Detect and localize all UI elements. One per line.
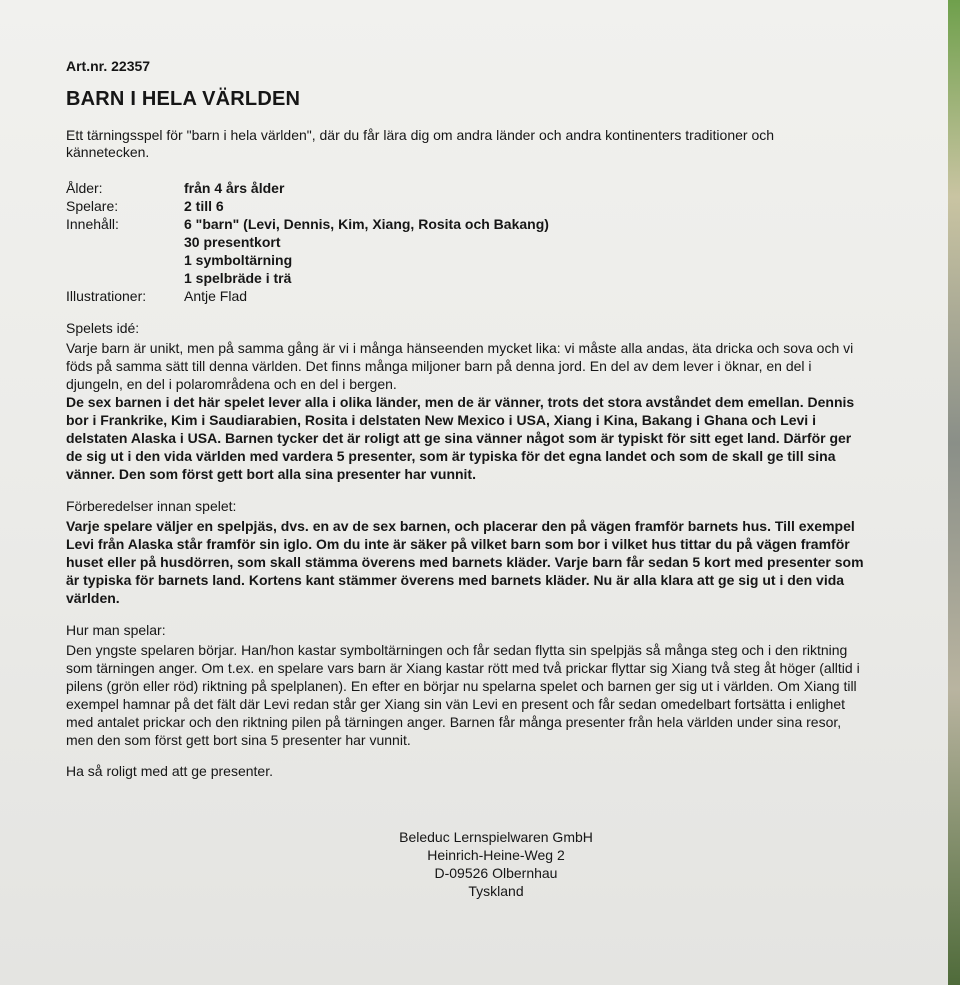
fact-age-label: Ålder:	[66, 180, 103, 196]
section-paragraph: Varje spelare väljer en spelpjäs, dvs. en av de sex barnen, och placerar den på vägen framför barnets hus. Till exempel Levi från Alaska står framför sin iglo. Om du inte är säker på vilket barn som bor i vilket hus tittar du på vägen framför huset eller på husdörren, som skall stämma överens med barnets kläder. Varje barn får sedan 5 kort med presenter som är typiska för barnets land. Kortens kant stämmer överens med barnets kläder. Nu är alla klara att ge sig ut i den vida världen.	[66, 518, 864, 606]
facts-block	[66, 179, 866, 305]
section-paragraph: Den yngste spelaren börjar. Han/hon kastar symboltärningen och får sedan flytta sin spelpjäs så många steg och i den riktning som tärningen anger. Om t.ex. en spelare vars barn är Xiang kastar rött med två prickar flyttar sig Xiang två steg åt höger (alltid i pilens (grön eller röd) riktning på spelplanen). En efter en börjar nu spelarna spelet och barnen ger sig ut i världen. Om Xiang till exempel hamnar på det fält där Levi redan står ger Xiang sin vän Levi en present och får sedan omedelbart fortsätta i enlighet med antalet prickar och den riktning pilen på tärningen anger. Barnen får många presenter från hela världen under sina resor, men den som först gett bort sina 5 presenter har vunnit.	[66, 642, 860, 748]
section-preparation	[66, 497, 866, 607]
address-line: Heinrich-Heine-Weg 2	[427, 847, 565, 863]
contents-line: 6 "barn" (Levi, Dennis, Kim, Xiang, Rosita och Bakang)	[184, 216, 549, 232]
section-heading: Förberedelser innan spelet:	[66, 498, 237, 514]
fact-contents-values	[184, 215, 549, 287]
fact-age-value: från 4 års ålder	[184, 180, 285, 196]
article-number: Art.nr. 22357	[66, 58, 151, 74]
section-game-idea	[66, 319, 866, 483]
address-block	[366, 828, 626, 900]
fact-age	[66, 179, 866, 197]
fact-players-value: 2 till 6	[184, 198, 224, 214]
section-how-to-play	[66, 621, 866, 749]
address-line: D-09526 Olbernhau	[434, 865, 558, 881]
contents-line: 1 symboltärning	[184, 252, 293, 268]
section-heading: Spelets idé:	[66, 320, 140, 336]
address-line: Tyskland	[468, 883, 524, 899]
intro-paragraph: Ett tärningsspel för "barn i hela världen", där du får lära dig om andra länder och andra kontinenters traditioner och kännetecken.	[66, 127, 775, 160]
section-paragraph: Varje barn är unikt, men på samma gång är vi i många hänseenden mycket lika: vi måste alla andas, äta dricka och sova och vi föds på samma sätt till denna världen. Det finns många miljoner barn på denna jord. En del av dem lever i öknar, en del i djungeln, en del i polarområdena och en del i bergen.	[66, 340, 854, 392]
address-line: Beleduc Lernspielwaren GmbH	[399, 829, 593, 845]
fact-players	[66, 197, 866, 215]
fact-illustrations-label: Illustrationer:	[66, 288, 147, 304]
contents-line: 30 presentkort	[184, 234, 281, 250]
fact-contents	[66, 215, 866, 287]
contents-line: 1 spelbräde i trä	[184, 270, 292, 286]
closing-line: Ha så roligt med att ge presenter.	[66, 763, 273, 779]
background-edge	[948, 0, 960, 985]
document-title: BARN I HELA VÄRLDEN	[66, 88, 301, 110]
fact-illustrations	[66, 287, 866, 305]
document-content	[66, 58, 866, 899]
section-paragraph: De sex barnen i det här spelet lever alla i olika länder, men de är vänner, trots det stora avståndet dem emellan. Dennis bor i Frankrike, Kim i Saudiarabien, Rosita i delstaten New Mexico i USA, Xiang i Kina, Bakang i Ghana och Levi i delstaten Alaska i USA. Barnen tycker det är roligt att ge sina vänner något som är typiskt för sitt eget land. Därför ger de sig ut i den vida världen med vardera 5 presenter, som är typiska för det egna landet och som de skall ge till sina vänner. Den som först gett bort alla sina presenter har vunnit.	[66, 394, 855, 482]
section-heading: Hur man spelar:	[66, 622, 166, 638]
fact-contents-label: Innehåll:	[66, 216, 119, 232]
fact-illustrations-value: Antje Flad	[184, 288, 248, 304]
fact-players-label: Spelare:	[66, 198, 119, 214]
